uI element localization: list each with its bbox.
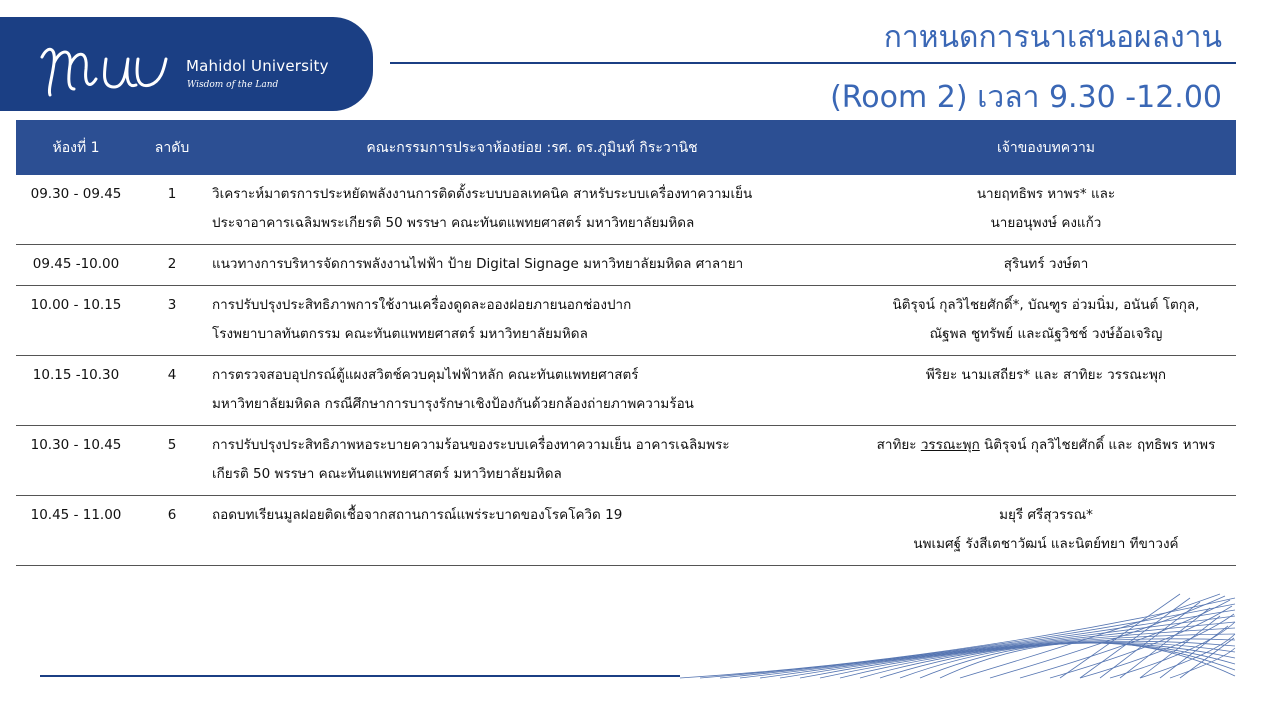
table-row [16,245,1236,286]
column-header-authors: เจ้าของบทความ [856,120,1236,175]
row-number: 2 [136,245,208,286]
row-time: 10.45 - 11.00 [16,496,136,566]
decorative-wave-pattern-icon [660,590,1240,680]
author-line: นิติรุจน์ กุลวิไชยศักดิ์*, บัณฑูร อ่วมนิ่ม, อนันต์ โตกุล, [892,297,1200,313]
row-time: 10.15 -10.30 [16,356,136,426]
author-underlined: วรรณะพุก [920,437,980,453]
title-line: ถอดบทเรียนมูลฝอยติดเชื้อจากสถานการณ์แพร่ระบาดของโรคโควิด 19 [212,507,623,523]
table-row [16,496,1236,566]
column-header-order: ลาดับ [136,120,208,175]
row-number: 1 [136,175,208,245]
author-text: สาทิยะ [876,437,921,453]
title-line: แนวทางการบริหารจัดการพลังงานไฟฟ้า ป้าย Digital Signage มหาวิทยาลัยมหิดล ศาลายา [212,256,744,272]
author-line: พีริยะ นามเสถียร* และ สาทิยะ วรรณะพุก [925,367,1167,383]
page-title: กาหนดการนาเสนอผลงาน [883,20,1222,55]
title-line: การปรับปรุงประสิทธิภาพหอระบายความร้อนของระบบเครื่องทาความเย็น อาคารเฉลิมพระ [212,437,730,453]
table-row [16,426,1236,496]
row-authors [856,356,1236,426]
row-number: 5 [136,426,208,496]
title-line: เกียรติ 50 พรรษา คณะทันตแพทยศาสตร์ มหาวิทยาลัยมหิดล [212,466,562,482]
row-title [208,286,856,356]
author-line: นพเมศฐ์ รังสีเตชาวัฒน์ และนิตย์ทยา ทีขาวงค์ [913,536,1179,552]
title-line: การตรวจสอบอุปกรณ์ตู้แผงสวิตช์ควบคุมไฟฟ้าหลัก คณะทันตแพทยศาสตร์ [212,367,639,383]
author-line: นายฤทธิพร หาพร* และ [976,186,1116,202]
row-title [208,245,856,286]
row-authors [856,175,1236,245]
footer-divider [40,675,680,677]
row-number: 6 [136,496,208,566]
title-line: การปรับปรุงประสิทธิภาพการใช้งานเครื่องดูดละอองฝอยภายนอกช่องปาก [212,297,632,313]
author-line: สุรินทร์ วงษ์ตา [1003,256,1089,272]
row-title [208,356,856,426]
column-header-room: ห้องที่ 1 [16,120,136,175]
page-subtitle: (Room 2) เวลา 9.30 -12.00 [830,80,1222,115]
author-text: นิติรุจน์ กุลวิไชยศักดิ์ และ ฤทธิพร หาพร [979,437,1216,453]
title-line: มหาวิทยาลัยมหิดล กรณีศึกษาการบารุงรักษาเชิงป้องกันด้วยกล้องถ่ายภาพความร้อน [212,396,694,412]
row-authors [856,286,1236,356]
table-row [16,356,1236,426]
row-title [208,175,856,245]
schedule-table [16,120,1236,566]
row-authors [856,245,1236,286]
author-line: ณัฐพล ชูทรัพย์ และณัฐวิชช์ วงษ์อ้อเจริญ [929,326,1163,342]
row-authors [856,496,1236,566]
table-row [16,175,1236,245]
row-number: 3 [136,286,208,356]
row-title [208,496,856,566]
row-title [208,426,856,496]
university-motto: Wisdom of the Land [187,80,279,90]
title-line: วิเคราะห์มาตรการประหยัดพลังงานการติดตั้งระบบบอลเทคนิค สาหรับระบบเครื่องทาความเย็น [212,186,753,202]
logo-banner [0,17,373,111]
row-time: 09.30 - 09.45 [16,175,136,245]
author-line: มยุรี ศรีสุวรรณ* [999,507,1093,523]
row-time: 09.45 -10.00 [16,245,136,286]
university-name: Mahidol University [186,57,329,75]
row-number: 4 [136,356,208,426]
row-time: 10.30 - 10.45 [16,426,136,496]
table-header-row [16,120,1236,175]
author-line: นายอนุพงษ์ คงแก้ว [990,215,1102,231]
author-line [860,431,1232,460]
mahidol-logo-icon [38,39,178,99]
row-time: 10.00 - 10.15 [16,286,136,356]
title-line: ประจาอาคารเฉลิมพระเกียรติ 50 พรรษา คณะทันตแพทยศาสตร์ มหาวิทยาลัยมหิดล [212,215,695,231]
title-divider [390,62,1236,64]
row-authors [856,426,1236,496]
table-row [16,286,1236,356]
title-line: โรงพยาบาลทันตกรรม คณะทันตแพทยศาสตร์ มหาวิทยาลัยมหิดล [212,326,588,342]
column-header-committee: คณะกรรมการประจาห้องย่อย :รศ. ดร.ภูมินท์ กิระวานิช [208,120,856,175]
